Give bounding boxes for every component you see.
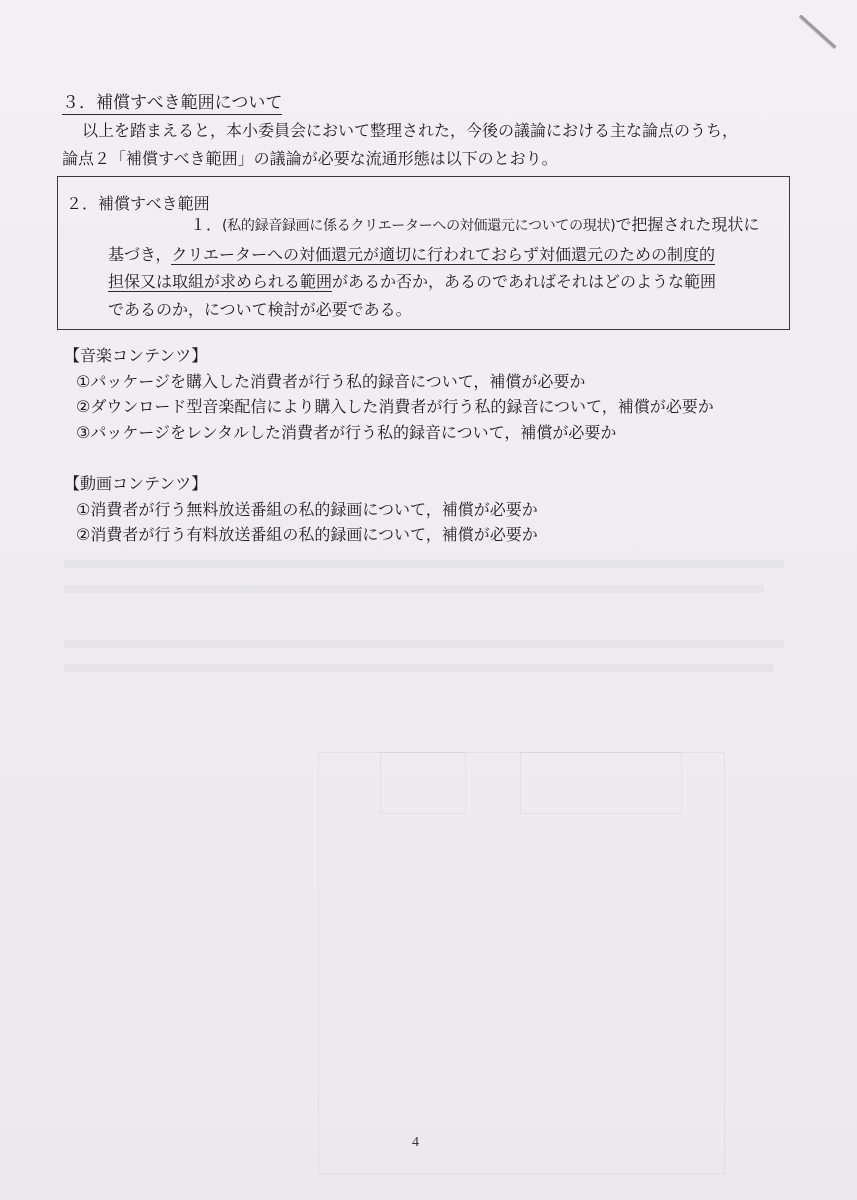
intro-paragraph (62, 117, 792, 173)
music-contents-section (64, 343, 804, 445)
music-item-3: ③パッケージをレンタルした消費者が行う私的録音について，補償が必要か (76, 422, 617, 442)
box-title: ２．補償すべき範囲 (66, 194, 210, 213)
box-line-2-prefix: 基づき， (108, 244, 172, 264)
staple-mark (799, 14, 837, 48)
bleed-through-text (64, 664, 774, 672)
video-item-2: ②消費者が行う有料放送番組の私的録画について，補償が必要か (76, 525, 538, 544)
section-heading (62, 91, 282, 115)
video-contents-section (64, 471, 804, 548)
bleed-through-cell (520, 752, 682, 814)
bleed-through-text (64, 560, 784, 568)
section-heading-text: ３．補償すべき範囲について (62, 93, 283, 113)
video-item-1: ①消費者が行う無料放送番組の私的録画について，補償が必要か (76, 499, 538, 519)
bleed-through-text (64, 640, 784, 648)
box-line-4: であるのか，について検討が必要である。 (108, 299, 412, 319)
box-line-1-suffix: で把握された現状に (615, 215, 760, 234)
video-section-title: 【動画コンテンツ】 (64, 474, 208, 493)
box-line-3-suffix: があるか否か，あるのであればそれはどのような範囲 (332, 272, 717, 291)
box-line-3 (108, 268, 788, 296)
music-item-1: ①パッケージを購入した消費者が行う私的録音について，補償が必要か (76, 371, 586, 391)
music-item-2: ②ダウンロード型音楽配信により購入した消費者が行う私的録音について，補償が必要か (76, 397, 714, 416)
box-line-1-prefix: １． (190, 215, 223, 234)
box-body (108, 211, 788, 323)
box-line-2 (108, 241, 788, 269)
scope-box (57, 176, 790, 330)
page-number: 4 (412, 1135, 419, 1150)
bleed-through-cell (380, 752, 466, 814)
intro-line-1: 以上を踏まえると，本小委員会において整理された，今後の議論における主な論点のうち， (82, 121, 739, 140)
box-line-2-underlined: クリエーターへの対価還元が適切に行われておらず対価還元のための制度的 (171, 244, 716, 264)
box-line-1-reference: (私的録音録画に係るクリエーターへの対価還元についての現状) (222, 218, 616, 234)
intro-line-2: 論点２「補償すべき範囲」の議論が必要な流通形態は以下のとおり。 (62, 149, 558, 168)
bleed-through-text (64, 585, 764, 593)
box-line-3-underlined: 担保又は取組が求められる範囲 (108, 272, 333, 291)
bleed-through-table (318, 752, 725, 1174)
music-section-title: 【音楽コンテンツ】 (64, 346, 208, 365)
box-line-1 (108, 211, 788, 241)
